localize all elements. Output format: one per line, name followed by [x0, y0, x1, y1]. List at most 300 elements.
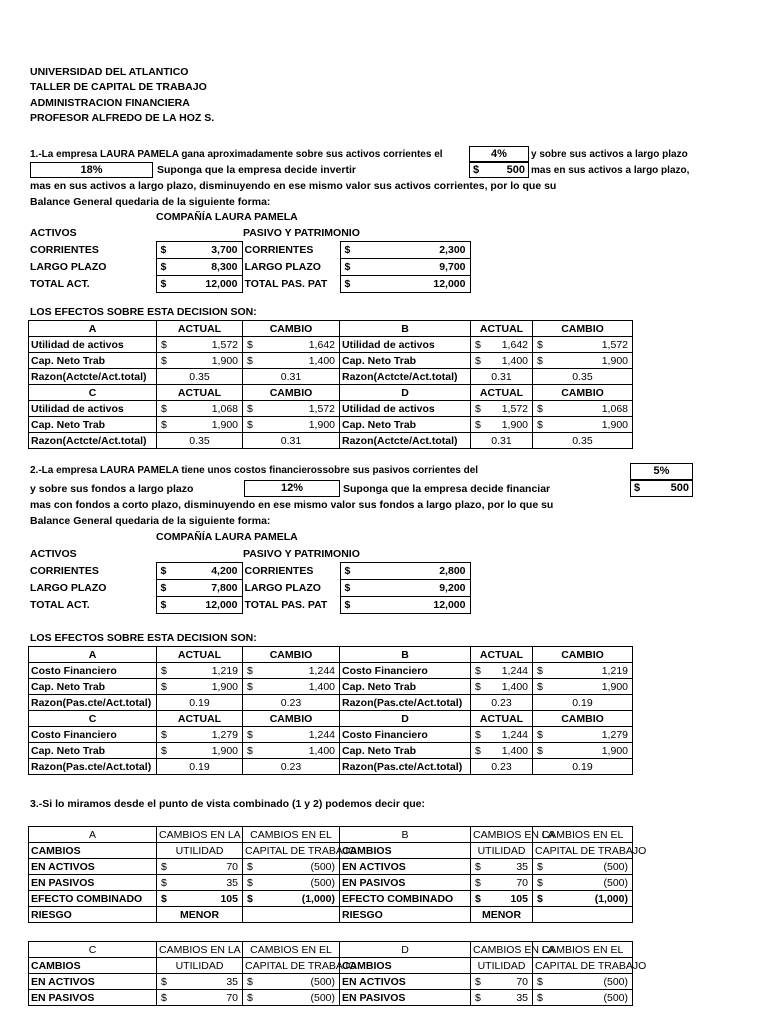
effects-actual-2: 0.31: [471, 433, 533, 449]
money-value: (1,000): [594, 892, 628, 905]
combined-header-cap: CAMBIOS EN EL: [243, 942, 340, 958]
s1-amount-after: mas en sus activos a largo plazo,: [531, 165, 690, 176]
effects-header-label: A: [29, 321, 157, 337]
money-value: 12,000: [433, 598, 466, 611]
s2-effects: LOS EFECTOS SOBRE ESTA DECISION SON:: [30, 632, 257, 644]
balance-value-2: [340, 276, 470, 293]
currency-symbol: $: [475, 860, 481, 873]
currency-symbol: $: [537, 664, 543, 677]
balance-row: [28, 580, 470, 597]
money-value: 1,244: [501, 664, 528, 677]
effects-label-2: Utilidad de activos: [340, 337, 471, 353]
money-value: 70: [226, 860, 238, 873]
money-cell: [535, 680, 630, 694]
money-value: 35: [226, 975, 238, 988]
balance-value-2: [340, 242, 470, 259]
money-cell: [245, 744, 337, 758]
effects-header-cambio: CAMBIO: [243, 711, 340, 727]
money-cell: [343, 581, 468, 596]
money-value: 1,900: [211, 744, 238, 757]
money-cell: [343, 598, 468, 613]
money-cell: [473, 402, 530, 416]
effects-actual: [157, 679, 243, 695]
currency-symbol: $: [537, 728, 543, 741]
currency-symbol: $: [475, 402, 481, 415]
money-cell: [473, 728, 530, 742]
money-cell: [159, 991, 240, 1005]
money-value: 105: [510, 892, 528, 905]
currency-symbol: $: [161, 338, 167, 351]
money-value: 1,900: [308, 418, 335, 431]
money-value: 35: [516, 991, 528, 1004]
effects-cambio: [243, 353, 340, 369]
combined-cap-2: [533, 859, 633, 875]
money-value: 1,279: [601, 728, 628, 741]
effects-header-actual: ACTUAL: [157, 647, 243, 663]
balance-row: [28, 563, 470, 580]
combined-label-2: EFECTO COMBINADO: [340, 891, 471, 907]
effects-actual-2: [471, 679, 533, 695]
effects-row: [29, 727, 633, 743]
money-value: 1,400: [501, 680, 528, 693]
combined-util: [157, 875, 243, 891]
money-cell: [343, 260, 468, 275]
money-cell: [245, 876, 337, 890]
effects-cambio: [243, 727, 340, 743]
effects-cambio: 0.23: [243, 695, 340, 711]
effects-header-row: [29, 321, 633, 337]
combined-cap: [243, 875, 340, 891]
money-cell: [159, 354, 240, 368]
money-cell: [535, 664, 630, 678]
effects-header-row: [29, 385, 633, 401]
effects-row: [29, 353, 633, 369]
combined-risk-empty: [243, 907, 340, 923]
money-cell: [535, 338, 630, 352]
effects-actual: [157, 417, 243, 433]
money-cell: [245, 338, 337, 352]
money-value: 1,642: [501, 338, 528, 351]
balance-value-2: [340, 597, 470, 614]
s2-effects-table: [28, 646, 633, 775]
effects-label-2: Razon(Actcte/Act.total): [340, 433, 471, 449]
balance-row: [28, 259, 470, 276]
combined-row: [29, 990, 633, 1006]
currency-symbol: $: [247, 975, 253, 988]
currency-symbol: $: [247, 892, 253, 905]
balance-label: LARGO PLAZO: [30, 260, 107, 273]
effects-label-2: Razon(Actcte/Act.total): [340, 369, 471, 385]
effects-header-cambio-2: CAMBIO: [533, 647, 633, 663]
effects-actual: 0.35: [157, 369, 243, 385]
combined-header-cap-2line: CAPITAL DE TRABAJO: [243, 843, 340, 859]
currency-symbol: $: [160, 243, 167, 256]
money-cell: [535, 975, 630, 989]
effects-actual-2: [471, 337, 533, 353]
s2-rate-long: 12%: [244, 480, 340, 497]
s1-rate-current: 4%: [469, 146, 529, 162]
effects-cambio: 0.31: [243, 369, 340, 385]
s2-pasivo: PASIVO Y PATRIMONIO: [243, 548, 360, 560]
effects-header-actual-2: ACTUAL: [471, 385, 533, 401]
money-cell: [159, 260, 240, 275]
effects-label-2: Costo Financiero: [340, 727, 471, 743]
combined-util-2: [471, 859, 533, 875]
money-value: 4,200: [211, 564, 238, 577]
effects-actual: 0.35: [157, 433, 243, 449]
effects-label: Utilidad de activos: [29, 401, 157, 417]
effects-header-actual: ACTUAL: [157, 385, 243, 401]
effects-actual-2: [471, 663, 533, 679]
effects-cambio: [243, 417, 340, 433]
money-cell: [245, 418, 337, 432]
combined-header-label-2: D: [340, 942, 471, 958]
combined-risk-a: MENOR: [157, 907, 243, 923]
effects-row: [29, 337, 633, 353]
combined-header-util-2line-2: UTILIDAD: [471, 843, 533, 859]
balance-label-2: TOTAL PAS. PAT: [244, 598, 328, 611]
effects-cambio-2: [533, 663, 633, 679]
currency-symbol: $: [247, 860, 253, 873]
money-cell: [159, 277, 240, 292]
money-cell: [535, 354, 630, 368]
money-cell: [535, 892, 630, 906]
effects-header-cambio: CAMBIO: [243, 321, 340, 337]
currency-symbol: $: [475, 876, 481, 889]
effects-row: [29, 433, 633, 449]
combined-util: [157, 990, 243, 1006]
money-cell: [473, 664, 530, 678]
money-value: 35: [516, 860, 528, 873]
combined-risk-empty-2: [533, 907, 633, 923]
effects-actual-2: [471, 401, 533, 417]
money-value: 1,572: [211, 338, 238, 351]
s2-rate-current: 5%: [630, 463, 693, 480]
currency-symbol: $: [344, 598, 351, 611]
combined-label: EN ACTIVOS: [29, 974, 157, 990]
effects-label-2: Cap. Neto Trab: [340, 353, 471, 369]
effects-header-label-2: D: [340, 385, 471, 401]
effects-header-cambio-2: CAMBIO: [533, 711, 633, 727]
effects-label-2: Razon(Pas.cte/Act.total): [340, 695, 471, 711]
money-cell: [159, 876, 240, 890]
effects-label: Cap. Neto Trab: [29, 353, 157, 369]
effects-cambio-2: [533, 727, 633, 743]
effects-cambio-2: [533, 743, 633, 759]
balance-row: [28, 242, 470, 259]
effects-header-cambio: CAMBIO: [243, 385, 340, 401]
currency-symbol: $: [247, 664, 253, 677]
s1-pasivo: PASIVO Y PATRIMONIO: [243, 227, 360, 239]
currency-symbol: $: [344, 260, 351, 273]
money-cell: [245, 728, 337, 742]
balance-label: TOTAL ACT.: [30, 277, 90, 290]
effects-label: Razon(Pas.cte/Act.total): [29, 759, 157, 775]
effects-cambio-2: [533, 679, 633, 695]
effects-actual: [157, 743, 243, 759]
money-cell: [159, 892, 240, 906]
combined-row: [29, 859, 633, 875]
effects-cambio-2: 0.19: [533, 759, 633, 775]
balance-label: CORRIENTES: [30, 564, 99, 577]
money-cell: [535, 728, 630, 742]
combined-header-cap-2line-2: CAPITAL DE TRABAJO: [533, 958, 633, 974]
currency-symbol: $: [475, 728, 481, 741]
money-value: 1,279: [211, 728, 238, 741]
s2-amount-box: $ 500: [630, 480, 693, 497]
combined-label: EN PASIVOS: [29, 875, 157, 891]
s2-line3: Balance General quedaria de la siguiente forma:: [30, 515, 271, 527]
combined-util: [157, 974, 243, 990]
combined-cap-2: [533, 990, 633, 1006]
balance-value: [156, 597, 242, 614]
currency-symbol: $: [161, 354, 167, 367]
combined-label: EN ACTIVOS: [29, 859, 157, 875]
effects-cambio-2: 0.19: [533, 695, 633, 711]
combined-header-util-2line: UTILIDAD: [157, 958, 243, 974]
combined-header-util-2line: UTILIDAD: [157, 843, 243, 859]
combined-header-util: CAMBIOS EN LA: [157, 827, 243, 843]
money-cell: [159, 598, 240, 613]
money-value: (500): [603, 991, 628, 1004]
effects-cambio: [243, 663, 340, 679]
effects-header-actual-2: ACTUAL: [471, 647, 533, 663]
combined-label: EFECTO COMBINADO: [29, 891, 157, 907]
s2-balance-sheet: [28, 562, 471, 614]
currency-symbol: $: [537, 402, 543, 415]
combined-row: [29, 974, 633, 990]
s3-combined-table-cd: [28, 941, 647, 1006]
money-cell: [159, 581, 240, 596]
currency-symbol: $: [247, 728, 253, 741]
money-value: 8,300: [211, 260, 238, 273]
combined-cap-2: [533, 875, 633, 891]
effects-label: Cap. Neto Trab: [29, 679, 157, 695]
effects-row: [29, 663, 633, 679]
effects-label: Cap. Neto Trab: [29, 743, 157, 759]
effects-actual-2: [471, 743, 533, 759]
currency-symbol: $: [161, 680, 167, 693]
s2-activos: ACTIVOS: [30, 548, 77, 560]
currency-symbol: $: [161, 418, 167, 431]
s1-suppose: Suponga que la empresa decide invertir: [157, 164, 356, 176]
currency-symbol: $: [247, 680, 253, 693]
effects-actual: [157, 663, 243, 679]
money-value: (500): [310, 991, 335, 1004]
combined-header-cap-2: CAMBIOS EN EL: [533, 942, 633, 958]
money-value: 1,068: [601, 402, 628, 415]
money-cell: [159, 338, 240, 352]
money-value: 1,900: [601, 744, 628, 757]
currency-symbol: $: [247, 402, 253, 415]
currency-symbol: $: [161, 664, 167, 677]
balance-label: LARGO PLAZO: [30, 581, 107, 594]
combined-header-cap-2line-2: CAPITAL DE TRABAJO: [533, 843, 633, 859]
money-value: 70: [226, 991, 238, 1004]
header-university: UNIVERSIDAD DEL ATLANTICO: [30, 66, 189, 78]
money-cell: [473, 680, 530, 694]
money-value: 1,244: [501, 728, 528, 741]
currency-symbol: $: [537, 354, 543, 367]
currency-symbol: $: [161, 744, 167, 757]
combined-header-util-2line-2: UTILIDAD: [471, 958, 533, 974]
combined-subheader-row: [29, 958, 633, 974]
currency-symbol: $: [247, 876, 253, 889]
currency-symbol: $: [160, 581, 167, 594]
money-value: 1,068: [211, 402, 238, 415]
combined-label-2: EN PASIVOS: [340, 875, 471, 891]
combined-util-2: [471, 891, 533, 907]
effects-header-cambio-2: CAMBIO: [533, 321, 633, 337]
currency-symbol: $: [161, 860, 167, 873]
effects-header-label-2: B: [340, 647, 471, 663]
combined-row: [29, 875, 633, 891]
balance-value-2: [340, 580, 470, 597]
combined-cap-2: [533, 891, 633, 907]
effects-label: Costo Financiero: [29, 663, 157, 679]
currency-symbol: $: [475, 991, 481, 1004]
money-cell: [159, 975, 240, 989]
effects-label-2: Razon(Pas.cte/Act.total): [340, 759, 471, 775]
currency-symbol: $: [537, 680, 543, 693]
combined-header-util: CAMBIOS EN LA: [157, 942, 243, 958]
combined-cambios-2: CAMBIOS: [340, 843, 471, 859]
effects-cambio-2: [533, 417, 633, 433]
balance-value-2: [340, 259, 470, 276]
combined-header-cap-2line: CAPITAL DE TRABAJO: [243, 958, 340, 974]
money-cell: [159, 728, 240, 742]
currency-symbol: $: [537, 418, 543, 431]
money-cell: [343, 243, 468, 258]
effects-row: [29, 679, 633, 695]
money-value: 1,244: [308, 728, 335, 741]
money-cell: [245, 680, 337, 694]
combined-label-2: EN ACTIVOS: [340, 859, 471, 875]
effects-label-2: Cap. Neto Trab: [340, 679, 471, 695]
money-value: 70: [516, 975, 528, 988]
effects-actual-2: [471, 417, 533, 433]
header-course: ADMINISTRACION FINANCIERA: [30, 97, 190, 109]
money-value: 1,900: [501, 418, 528, 431]
currency-symbol: $: [160, 598, 167, 611]
balance-value: [156, 580, 242, 597]
effects-cambio-2: [533, 353, 633, 369]
money-value: (500): [603, 975, 628, 988]
effects-cambio: 0.31: [243, 433, 340, 449]
money-cell: [535, 402, 630, 416]
combined-label-2: EN PASIVOS: [340, 990, 471, 1006]
currency-symbol: $: [160, 564, 167, 577]
effects-actual-2: [471, 727, 533, 743]
combined-risk-label-2: RIESGO: [340, 907, 471, 923]
effects-cambio: [243, 679, 340, 695]
effects-actual: [157, 401, 243, 417]
currency-symbol: $: [537, 991, 543, 1004]
money-cell: [473, 354, 530, 368]
combined-risk-b: MENOR: [471, 907, 533, 923]
s2-intro: 2.-La empresa LAURA PAMELA tiene unos costos financierossobre sus pasivos corrientes del: [30, 465, 479, 476]
s2-company: COMPAÑÍA LAURA PAMELA: [156, 531, 298, 543]
money-cell: [159, 564, 240, 579]
combined-util: [157, 859, 243, 875]
money-cell: [535, 418, 630, 432]
money-cell: [473, 876, 530, 890]
money-cell: [159, 418, 240, 432]
effects-row: [29, 401, 633, 417]
money-cell: [245, 354, 337, 368]
money-value: 1,400: [501, 744, 528, 757]
money-value: 1,400: [308, 744, 335, 757]
s1-activos: ACTIVOS: [30, 227, 77, 239]
effects-label: Costo Financiero: [29, 727, 157, 743]
combined-row: [29, 891, 633, 907]
balance-value: [156, 242, 242, 259]
balance-value: [156, 259, 242, 276]
combined-cambios-2: CAMBIOS: [340, 958, 471, 974]
combined-header-row: [29, 942, 633, 958]
effects-cambio: [243, 743, 340, 759]
s2-intro-b: y sobre sus fondos a largo plazo: [30, 483, 194, 495]
money-cell: [535, 860, 630, 874]
money-value: 9,700: [439, 260, 466, 273]
money-value: 1,900: [601, 680, 628, 693]
effects-header-actual-2: ACTUAL: [471, 321, 533, 337]
currency-symbol: $: [537, 876, 543, 889]
effects-cambio-2: [533, 337, 633, 353]
s2-line2: mas con fondos a corto plazo, disminuyendo en ese mismo valor sus fondos a largo plazo, por lo que su: [30, 499, 554, 511]
currency-symbol: $: [537, 892, 543, 905]
currency-symbol: $: [160, 277, 167, 290]
balance-label-2: LARGO PLAZO: [244, 581, 321, 594]
money-cell: [343, 564, 468, 579]
header-workshop: TALLER DE CAPITAL DE TRABAJO: [30, 81, 207, 93]
effects-header-label-2: B: [340, 321, 471, 337]
combined-risk-row: [29, 907, 633, 923]
effects-actual: 0.19: [157, 695, 243, 711]
money-value: (500): [310, 860, 335, 873]
balance-row: [28, 597, 470, 614]
effects-actual: 0.19: [157, 759, 243, 775]
combined-cambios: CAMBIOS: [29, 843, 157, 859]
effects-row: [29, 695, 633, 711]
combined-risk-label: RIESGO: [29, 907, 157, 923]
currency-symbol: $: [161, 991, 167, 1004]
money-value: 3,700: [211, 243, 238, 256]
effects-label: Razon(Actcte/Act.total): [29, 433, 157, 449]
combined-cambios: CAMBIOS: [29, 958, 157, 974]
s1-amount-box: $ 500: [469, 162, 529, 178]
money-cell: [473, 975, 530, 989]
money-value: (1,000): [301, 892, 335, 905]
money-value: (500): [603, 876, 628, 889]
s2-suppose: Suponga que la empresa decide financiar: [343, 483, 551, 495]
currency-symbol: $: [475, 664, 481, 677]
money-cell: [159, 680, 240, 694]
money-value: (500): [310, 876, 335, 889]
currency-symbol: $: [344, 581, 351, 594]
money-cell: [473, 860, 530, 874]
money-cell: [245, 860, 337, 874]
balance-label-2: CORRIENTES: [244, 243, 314, 256]
currency-symbol: $: [344, 564, 351, 577]
effects-cambio-2: 0.35: [533, 433, 633, 449]
money-value: 1,900: [601, 354, 628, 367]
money-value: 12,000: [433, 277, 466, 290]
effects-header-label: C: [29, 385, 157, 401]
money-value: 7,800: [211, 581, 238, 594]
balance-value-2: [340, 563, 470, 580]
money-cell: [473, 338, 530, 352]
